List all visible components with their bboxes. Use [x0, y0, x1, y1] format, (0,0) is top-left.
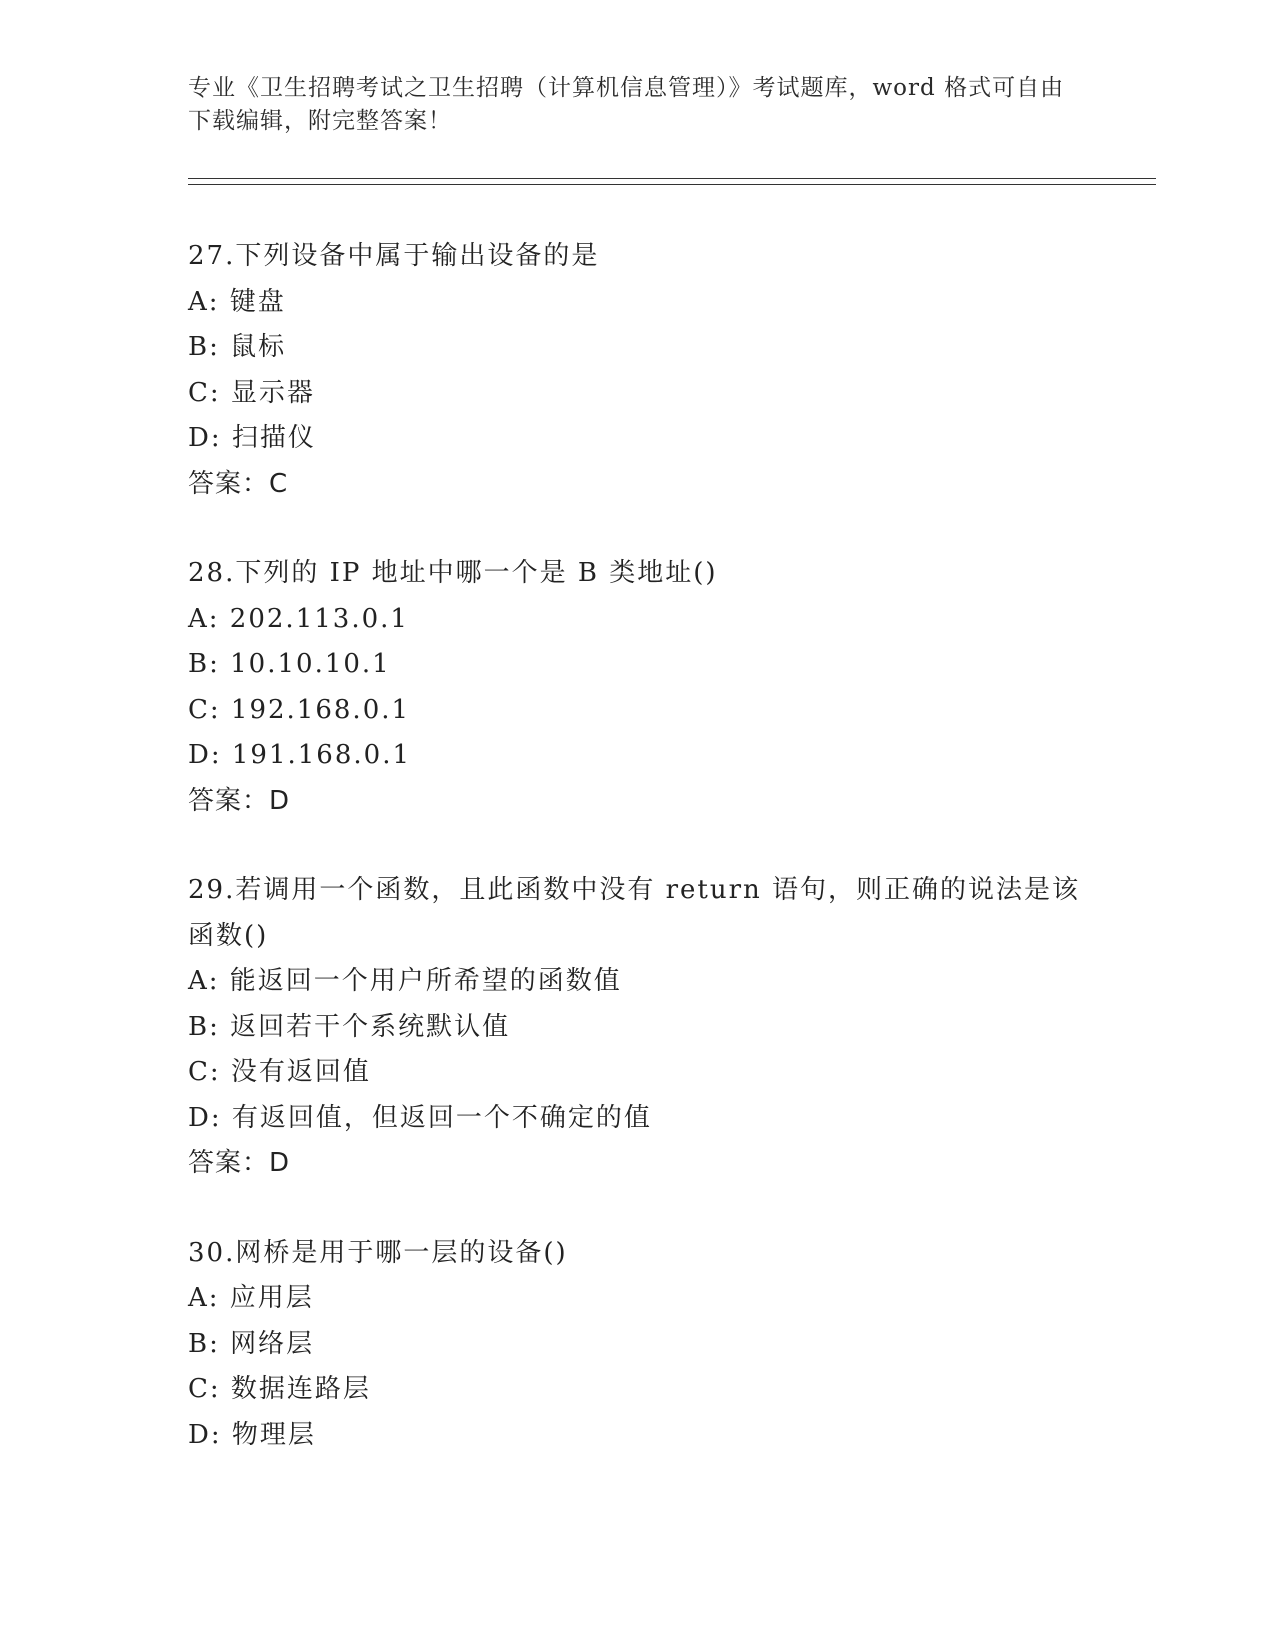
option-d: D: 191.168.0.1 [188, 740, 411, 770]
answer-line: 答案：D [188, 785, 291, 816]
option-a: A: 键盘 [188, 286, 286, 317]
option-a: A: 应用层 [188, 1283, 314, 1313]
question-list [188, 234, 1088, 1502]
option-b: B: 10.10.10.1 [188, 649, 391, 679]
option-c: C: 数据连路层 [188, 1374, 371, 1404]
option-a: A: 能返回一个用户所希望的函数值 [188, 966, 622, 996]
question-27 [188, 234, 1088, 507]
question-30 [188, 1231, 1088, 1459]
answer-line: 答案：C [188, 468, 289, 499]
option-a: A: 202.113.0.1 [188, 603, 409, 634]
option-b: B: 鼠标 [188, 332, 287, 362]
document-intro: 专业《卫生招聘考试之卫生招聘（计算机信息管理）》考试题库，word 格式可自由下载编辑，附完整答案！ [188, 75, 1065, 134]
option-c: C: 显示器 [188, 377, 315, 408]
double-rule-divider [188, 178, 1156, 185]
option-b: B: 返回若干个系统默认值 [188, 1011, 511, 1042]
option-d: D: 物理层 [188, 1419, 316, 1450]
option-c: C: 192.168.0.1 [188, 694, 411, 725]
question-stem: 29.若调用一个函数，且此函数中没有 return 语句，则正确的说法是该函数() [188, 875, 1081, 951]
question-stem: 28.下列的 IP 地址中哪一个是 B 类地址() [188, 558, 718, 588]
question-29 [188, 868, 1088, 1187]
option-d: D: 扫描仪 [188, 423, 316, 453]
option-c: C: 没有返回值 [188, 1057, 371, 1087]
option-b: B: 网络层 [188, 1328, 315, 1359]
question-28 [188, 551, 1088, 824]
option-d: D: 有返回值，但返回一个不确定的值 [188, 1102, 652, 1133]
question-stem: 27.下列设备中属于输出设备的是 [188, 241, 600, 271]
answer-line: 答案：D [188, 1148, 291, 1178]
question-stem: 30.网桥是用于哪一层的设备() [188, 1237, 568, 1268]
